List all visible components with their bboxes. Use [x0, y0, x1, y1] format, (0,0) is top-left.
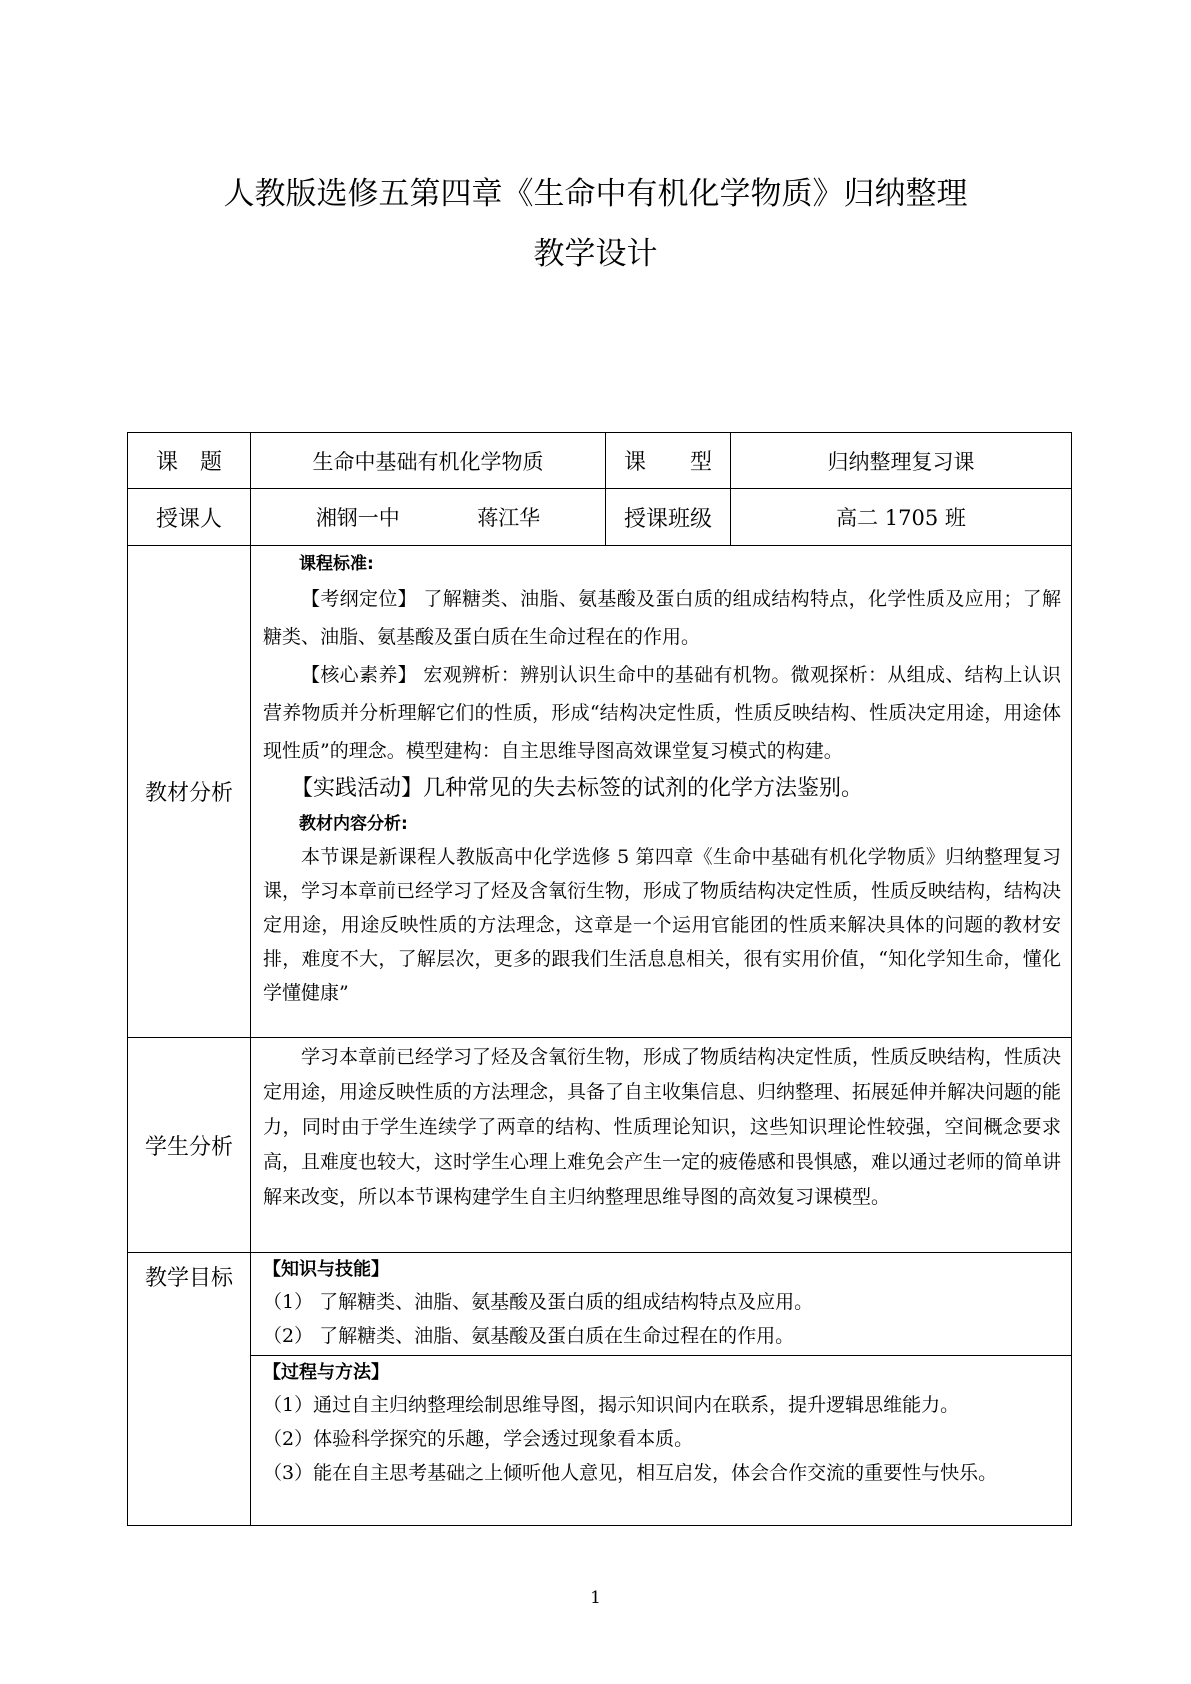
process-item: （3）能在自主思考基础之上倾听他人意见，相互启发，体会合作交流的重要性与快乐。: [263, 1462, 998, 1484]
exam-positioning-tag: 【考纲定位】: [301, 588, 417, 610]
class-value: 高二 1705 班: [731, 489, 1072, 546]
student-analysis-paragraph: 学习本章前已经学习了烃及含氧衍生物，形成了物质结构决定性质，性质反映结构，性质决定用途，用途反映性质的方法理念，具备了自主收集信息、归纳整理、拓展延伸并解决问题的能力，同时由于学生连续学了两章的结构、性质理论知识，这些知识理论性较强，空间概念要求高，且难度也较大，这时学生心理上难免会产生一定的疲倦感和畏惧感，难以通过老师的简单讲解来改变，所以本节课构建学生自主归纳整理思维导图的高效复习课模型。: [263, 1046, 1062, 1208]
exam-positioning-text: 了解糖类、油脂、氨基酸及蛋白质的组成结构特点，化学性质及应用；了解糖类、油脂、氨基酸及蛋白质在生命过程在的作用。: [263, 588, 1061, 648]
knowledge-item: （1） 了解糖类、油脂、氨基酸及蛋白质的组成结构特点及应用。: [263, 1291, 814, 1313]
knowledge-skills-section: [251, 1253, 1072, 1356]
process-method-heading: 【过程与方法】: [263, 1362, 389, 1383]
curriculum-standard-heading: 课程标准:: [299, 554, 374, 574]
process-item: （1）通过自主归纳整理绘制思维导图，揭示知识间内在联系，提升逻辑思维能力。: [263, 1394, 960, 1416]
process-method-section: [251, 1356, 1072, 1526]
class-label: 授课班级: [606, 489, 731, 546]
type-label: 课 型: [606, 433, 731, 489]
teacher-label: 授课人: [128, 489, 251, 546]
document-subtitle: 教学设计: [533, 236, 658, 272]
knowledge-item: （2） 了解糖类、油脂、氨基酸及蛋白质在生命过程在的作用。: [263, 1325, 795, 1347]
student-analysis-text: [251, 1038, 1072, 1253]
material-analysis-content: [251, 546, 1072, 1038]
core-literacy-tag: 【核心素养】: [301, 664, 417, 686]
student-analysis-label: 学生分析: [128, 1038, 251, 1253]
topic-label: 课 题: [128, 433, 251, 489]
content-analysis-heading: 教材内容分析:: [299, 814, 408, 834]
teacher-name: 蒋江华: [477, 506, 541, 530]
core-literacy-text: 宏观辨析：辨别认识生命中的基础有机物。微观探析：从组成、结构上认识营养物质并分析理解它们的性质，形成“结构决定性质，性质反映结构、性质决定用途，用途体现性质”的理念。模型建构：自主思维导图高效课堂复习模式的构建。: [263, 664, 1061, 762]
material-analysis-label: 教材分析: [128, 546, 251, 1038]
type-value: 归纳整理复习课: [731, 433, 1072, 489]
process-item: （2）体验科学探究的乐趣，学会透过现象看本质。: [263, 1428, 694, 1450]
teacher-value: [251, 489, 606, 546]
knowledge-skills-heading: 【知识与技能】: [263, 1259, 389, 1280]
teacher-school: 湘钢一中: [315, 506, 400, 530]
document-title: 人教版选修五第四章《生命中有机化学物质》归纳整理: [223, 176, 968, 212]
topic-value: 生命中基础有机化学物质: [251, 433, 606, 489]
page-number: 1: [590, 1588, 601, 1608]
content-analysis-text: 本节课是新课程人教版高中化学选修 5 第四章《生命中基础有机化学物质》归纳整理复习课，学习本章前已经学习了烃及含氧衍生物，形成了物质结构决定性质，性质反映结构，结构决定用途，用途反映性质的方法理念，这章是一个运用官能团的性质来解决具体的问题的教材安排，难度不大，了解层次，更多的跟我们生活息息相关，很有实用价值，“知化学知生命，懂化学懂健康”: [263, 846, 1062, 1004]
teaching-goals-label: 教学目标: [128, 1253, 251, 1526]
practice-activity: 【实践活动】几种常见的失去标签的试剂的化学方法鉴别。: [291, 776, 864, 801]
core-literacy-paragraph: [263, 656, 1061, 770]
exam-positioning-paragraph: [263, 580, 1061, 656]
lesson-plan-table: [127, 432, 1072, 1526]
